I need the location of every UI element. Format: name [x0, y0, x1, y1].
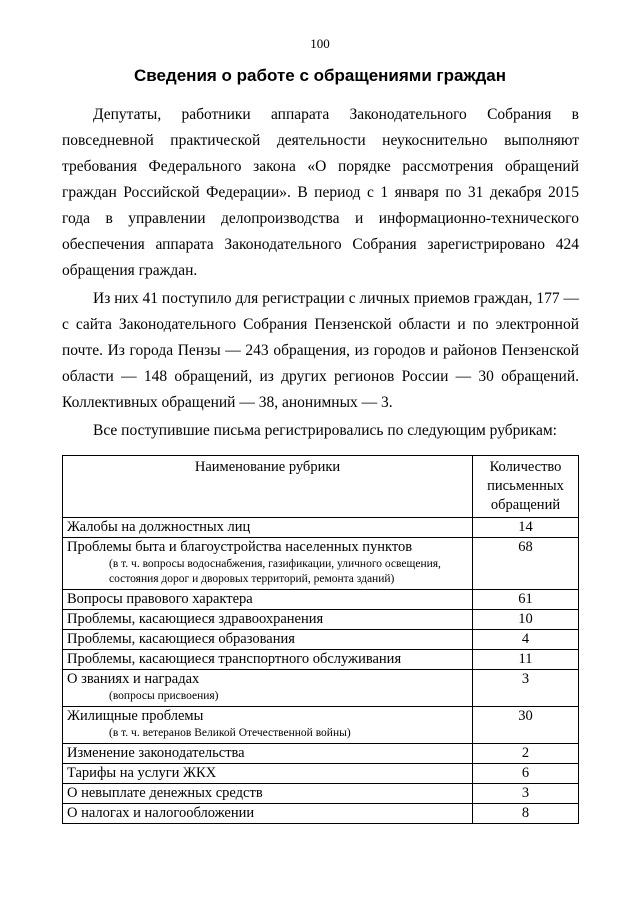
rubric-count: 68: [473, 538, 579, 590]
rubric-name: Жилищные проблемы: [67, 708, 204, 724]
paragraph-2: Из них 41 поступило для регистрации с личных приемов граждан, 177 — с сайта Законодательного Собрания Пензенской области и по электронной почте. Из города Пензы — 243 обращения, из городов и районов Пензенской области — 148 обращений, из других регионов России — 30 обращений. Коллективных обращений — 38, анонимных — 3.: [62, 290, 579, 411]
rubric-name: Проблемы, касающиеся образования: [67, 631, 295, 647]
rubric-name: Изменение законодательства: [67, 745, 245, 761]
table-row: [63, 784, 579, 804]
table-row: [63, 610, 579, 630]
rubric-name: Проблемы, касающиеся транспортного обслуживания: [67, 651, 402, 667]
rubric-name-cell: [63, 610, 473, 630]
page-title: Сведения о работе с обращениями граждан: [133, 66, 507, 85]
rubric-name-cell: [63, 784, 473, 804]
rubric-count: 11: [473, 650, 579, 670]
rubric-name-cell: [63, 764, 473, 784]
rubric-name-cell: [63, 670, 473, 707]
rubric-count: 30: [473, 707, 579, 744]
table-body: [63, 518, 579, 824]
rubric-name-cell: [63, 518, 473, 538]
rubric-name-cell: [63, 538, 473, 590]
table-row: [63, 804, 579, 824]
page-number: 100: [310, 36, 330, 51]
rubric-name-cell: [63, 744, 473, 764]
rubrics-table: [62, 455, 579, 824]
rubric-name: О званиях и наградах: [67, 671, 200, 687]
rubric-count: 3: [473, 670, 579, 707]
table-row: [63, 670, 579, 707]
body-text: [62, 102, 579, 444]
rubric-count: 8: [473, 804, 579, 824]
rubric-name: Проблемы, касающиеся здравоохранения: [67, 611, 324, 627]
rubric-note: (вопросы присвоения): [109, 690, 219, 702]
rubric-name-cell: [63, 707, 473, 744]
rubric-name: Вопросы правового характера: [67, 591, 253, 607]
rubric-name: О налогах и налогообложении: [67, 805, 255, 821]
rubric-name-cell: [63, 590, 473, 610]
rubric-name-cell: [63, 804, 473, 824]
rubric-count: 3: [473, 784, 579, 804]
table-row: [63, 650, 579, 670]
table-row: [63, 707, 579, 744]
table-row: [63, 538, 579, 590]
table-row: [63, 518, 579, 538]
rubric-count: 2: [473, 744, 579, 764]
rubric-name: Жалобы на должностных лиц: [67, 519, 251, 535]
paragraph-1: Депутаты, работники аппарата Законодательного Собрания в повседневной практической деятельности неукоснительно выполняют требования Федерального закона «О порядке рассмотрения обращений граждан Российской Федерации». В период с 1 января по 31 декабря 2015 года в управлении делопроизводства и информационно-технического обеспечения аппарата Законодательного Собрания зарегистрировано 424 обращения граждан.: [62, 106, 579, 279]
rubric-name: Проблемы быта и благоустройства населенных пунктов: [67, 539, 413, 555]
table-row: [63, 744, 579, 764]
rubric-note: (в т. ч. ветеранов Великой Отечественной войны): [109, 727, 351, 739]
rubric-count: 10: [473, 610, 579, 630]
rubric-name-cell: [63, 650, 473, 670]
table-row: [63, 590, 579, 610]
header-letter-count: Количество письменных обращений: [473, 456, 579, 518]
rubric-count: 4: [473, 630, 579, 650]
table-header-row: [63, 456, 579, 518]
rubric-name: О невыплате денежных средств: [67, 785, 263, 801]
table-row: [63, 630, 579, 650]
rubric-count: 6: [473, 764, 579, 784]
rubric-name-cell: [63, 630, 473, 650]
rubric-count: 61: [473, 590, 579, 610]
rubric-name: Тарифы на услуги ЖКХ: [67, 765, 217, 781]
rubric-note: (в т. ч. вопросы водоснабжения, газификации, уличного освещения, состояния дорог и дворовых территорий, ремонта зданий): [109, 558, 441, 585]
table-row: [63, 764, 579, 784]
rubric-count: 14: [473, 518, 579, 538]
header-rubric-name: Наименование рубрики: [63, 456, 473, 518]
paragraph-3: Все поступившие письма регистрировались по следующим рубрикам:: [93, 422, 557, 439]
